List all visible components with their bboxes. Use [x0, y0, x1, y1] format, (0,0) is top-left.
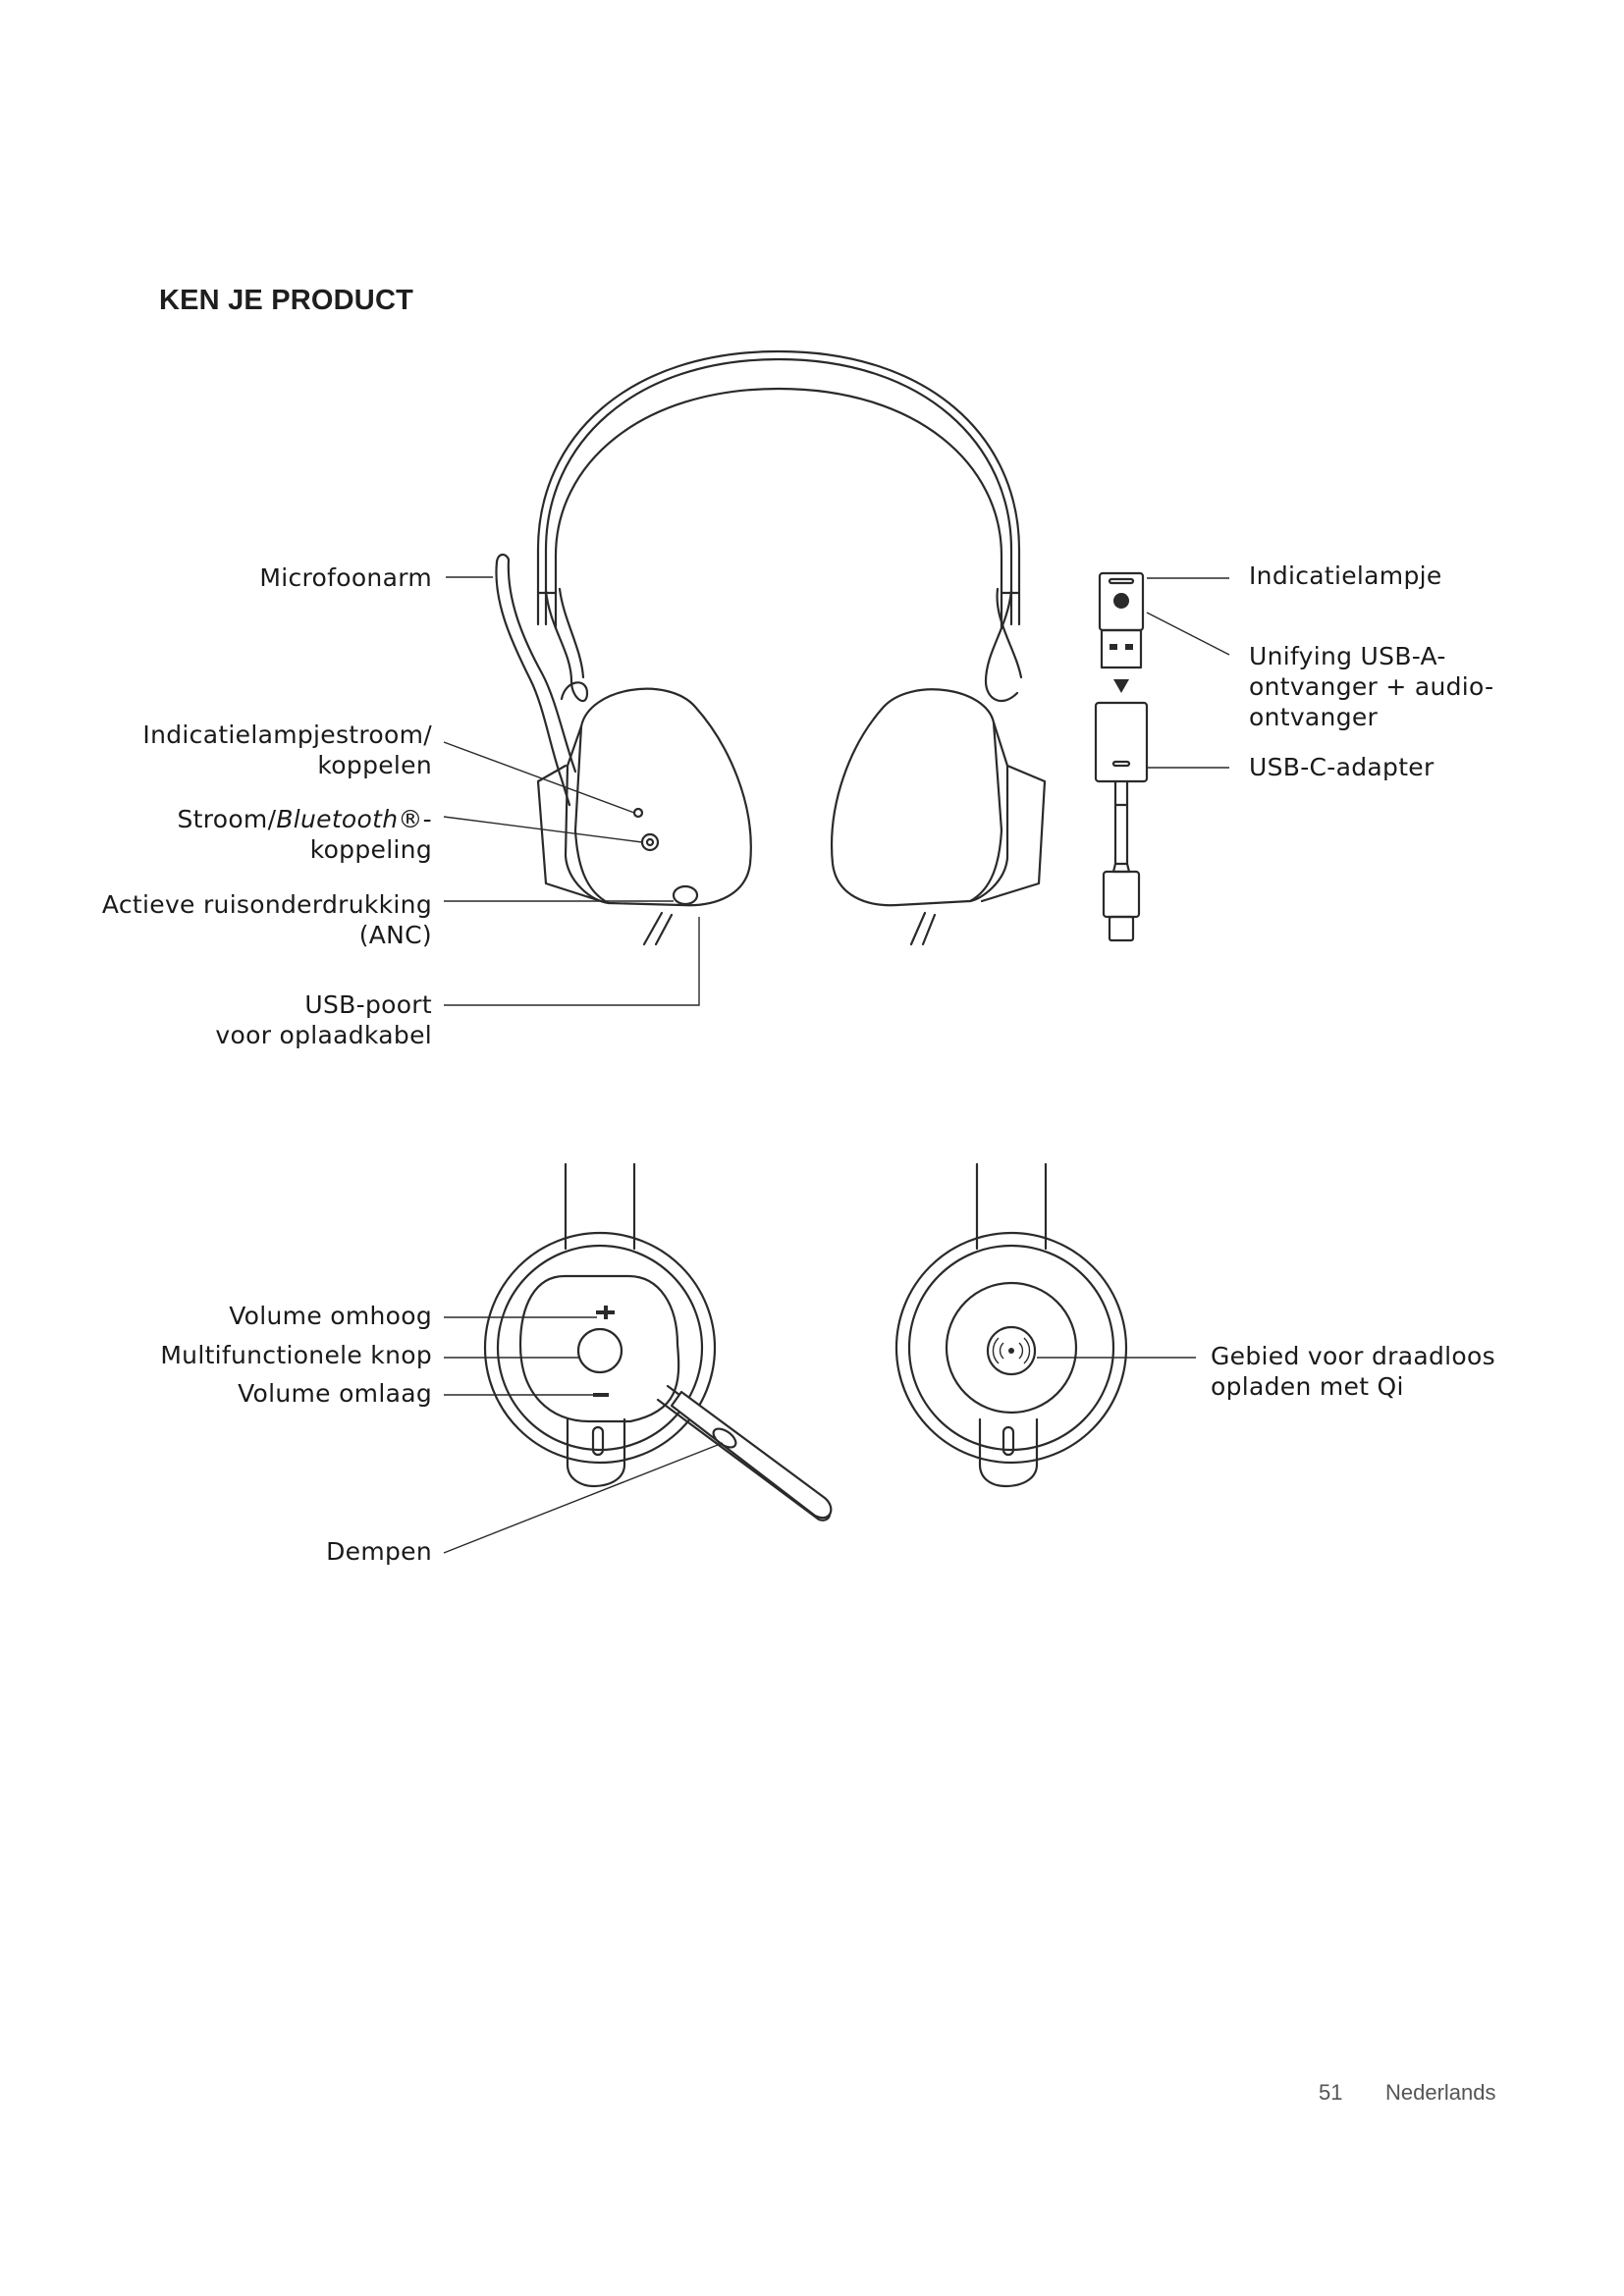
- label-stroom-bluetooth-line1: [177, 804, 432, 834]
- label-usb-poort-line2: voor oplaadkabel: [215, 1021, 432, 1049]
- label-indicatielampje: Indicatielampje: [1249, 561, 1442, 590]
- label-anc-line2: (ANC): [358, 921, 432, 949]
- label-stroom-bluetooth: [177, 804, 432, 865]
- label-unifying: [1249, 641, 1493, 732]
- label-unifying-line2: ontvanger + audio-: [1249, 672, 1494, 701]
- label-microfoonarm: Microfoonarm: [259, 563, 432, 592]
- label-indicatie-stroom: [142, 720, 432, 780]
- label-volume-omlaag: Volume omlaag: [238, 1379, 432, 1408]
- qi-charging-icon: [988, 1327, 1035, 1374]
- label-stroom-text: Stroom/: [177, 805, 277, 833]
- label-qi-line2: opladen met Qi: [1211, 1372, 1404, 1401]
- page-title: KEN JE PRODUCT: [159, 285, 413, 316]
- label-bluetooth-text: Bluetooth: [276, 805, 399, 833]
- qi-earcup-illustration: [896, 1164, 1126, 1486]
- label-registered-text: ®-: [398, 805, 432, 833]
- footer-language: Nederlands: [1385, 2080, 1496, 2105]
- label-anc-line1: Actieve ruisonderdrukking: [101, 890, 432, 919]
- label-stroom-bluetooth-line2: koppeling: [309, 835, 432, 864]
- label-usb-poort: [215, 989, 432, 1050]
- label-volume-omhoog: Volume omhoog: [229, 1302, 432, 1330]
- earcup-controls-illustration: [485, 1164, 831, 1521]
- headset-illustration: [496, 351, 1045, 944]
- label-usb-poort-line1: USB-poort: [304, 990, 432, 1019]
- label-qi-line1: Gebied voor draadloos: [1211, 1342, 1495, 1370]
- label-qi: [1211, 1341, 1495, 1402]
- label-indicatie-stroom-line2: koppelen: [317, 751, 432, 779]
- page-number: 51: [1319, 2080, 1343, 2105]
- label-anc: [102, 889, 432, 950]
- usb-receiver-illustration: [1096, 573, 1147, 940]
- label-dempen: Dempen: [326, 1537, 432, 1566]
- label-multifunctionele-knop: Multifunctionele knop: [160, 1341, 432, 1369]
- label-usbc-adapter: USB-C-adapter: [1249, 753, 1435, 781]
- label-indicatie-stroom-line1: Indicatielampjestroom/: [142, 721, 432, 749]
- label-unifying-line3: ontvanger: [1249, 703, 1379, 731]
- label-unifying-line1: Unifying USB-A-: [1249, 642, 1446, 670]
